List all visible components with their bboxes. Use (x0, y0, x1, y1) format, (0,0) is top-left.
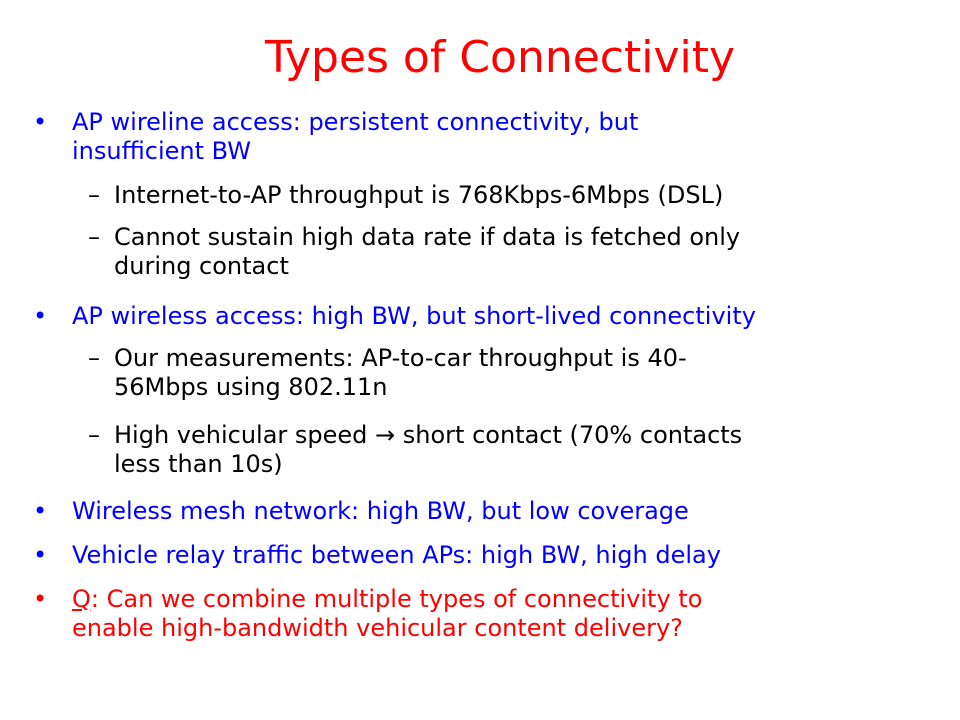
question-label: Q (72, 585, 91, 613)
bullet-1-line-2: insufficient BW (72, 137, 252, 165)
bullet-marker: • (33, 541, 48, 569)
dash-marker: – (88, 421, 100, 449)
dash-marker: – (88, 344, 100, 372)
bullet-marker: • (33, 302, 48, 330)
question-line-1 (72, 585, 702, 614)
bullet-marker: • (33, 585, 48, 613)
slide-title: Types of Connectivity (264, 32, 736, 83)
sub-2-1-line-1: Our measurements: AP-to-car throughput is 40- (114, 344, 687, 372)
dash-marker: – (88, 223, 100, 251)
sub-1-1-line-1: Internet-to-AP throughput is 768Kbps-6Mbps (DSL) (114, 181, 724, 209)
question-text: : Can we combine multiple types of connectivity to (90, 585, 703, 613)
bullet-3-line-1: Wireless mesh network: high BW, but low coverage (72, 497, 689, 525)
dash-marker: – (88, 181, 100, 209)
sub-2-2-text-after: short contact (70% contacts (395, 421, 743, 449)
bullet-marker: • (33, 497, 48, 525)
sub-1-2-line-1: Cannot sustain high data rate if data is fetched only (114, 223, 741, 251)
bullet-4-line-1: Vehicle relay traffic between APs: high BW, high delay (72, 541, 721, 569)
bullet-marker: • (33, 108, 48, 136)
sub-2-2-line-2: less than 10s) (114, 450, 283, 478)
question-line-2: enable high-bandwidth vehicular content delivery? (72, 614, 683, 642)
right-arrow-icon: → (375, 421, 396, 449)
bullet-1-line-1: AP wireline access: persistent connectivity, but (72, 108, 639, 136)
sub-1-2-line-2: during contact (114, 252, 289, 280)
bullet-2-line-1: AP wireless access: high BW, but short-lived connectivity (72, 302, 756, 330)
sub-2-1-line-2: 56Mbps using 802.11n (114, 373, 388, 401)
sub-2-2-text-before: High vehicular speed (114, 421, 376, 449)
sub-2-2-line-1 (114, 421, 742, 450)
